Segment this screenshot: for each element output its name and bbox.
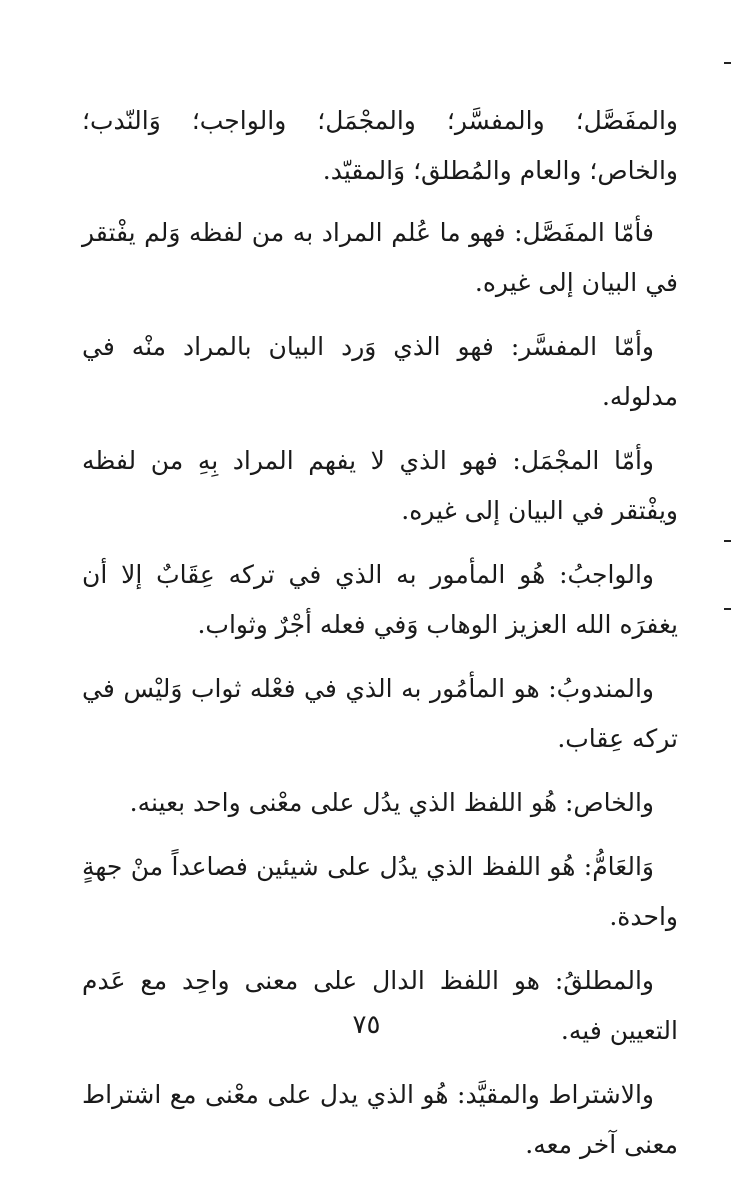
paragraph-mufassar: وأمّا المفسَّر: فهو الذي وَرد البيان بالمراد منْه في مدلوله. bbox=[82, 332, 678, 411]
page-number: ٧٥ bbox=[352, 1010, 381, 1040]
paragraph-muqayyad: والاشتراط والمقيَّد: هُو الذي يدل على معْنى مع اشتراط معنى آخر معه. bbox=[82, 1080, 678, 1159]
page-edge-mark bbox=[724, 540, 731, 542]
paragraph-khas: والخاص: هُو اللفظ الذي يدُل على معْنى واحد بعينه. bbox=[129, 788, 654, 817]
page-edge-mark bbox=[724, 608, 731, 610]
paragraph-wajib: والواجبُ: هُو المأمور به الذي في تركه عِقَابٌ إلا أن يغفرَه الله العزيز الوهاب وَفي فعله أجْرٌ وثواب. bbox=[82, 560, 678, 639]
page-edge-mark bbox=[724, 62, 731, 64]
paragraph-intro-list: والمفَصَّل؛ والمفسَّر؛ والمجْمَل؛ والواجب؛ وَالنّدب؛ والخاص؛ والعام والمُطلق؛ وَالمقيّد. bbox=[82, 106, 678, 185]
paragraph-mujmal: وأمّا المجْمَل: فهو الذي لا يفهم المراد بِهِ من لفظه ويفْتقر في البيان إلى غيره. bbox=[82, 446, 678, 525]
paragraph-mandub: والمندوبُ: هو المأمُور به الذي في فعْله ثواب وَليْس في تركه عِقاب. bbox=[82, 674, 678, 753]
paragraph-aam: وَالعَامُّ: هُو اللفظ الذي يدُل على شيئين فصاعداً منْ جهةٍ واحدة. bbox=[82, 852, 678, 931]
paragraph-mufassal: فأمّا المفَصَّل: فهو ما عُلم المراد به من لفظه وَلم يفْتقر في البيان إلى غيره. bbox=[82, 218, 678, 297]
paragraph-mutlaq: والمطلقُ: هو اللفظ الدال على معنى واحِد مع عَدم التعيين فيه. bbox=[82, 966, 678, 1045]
